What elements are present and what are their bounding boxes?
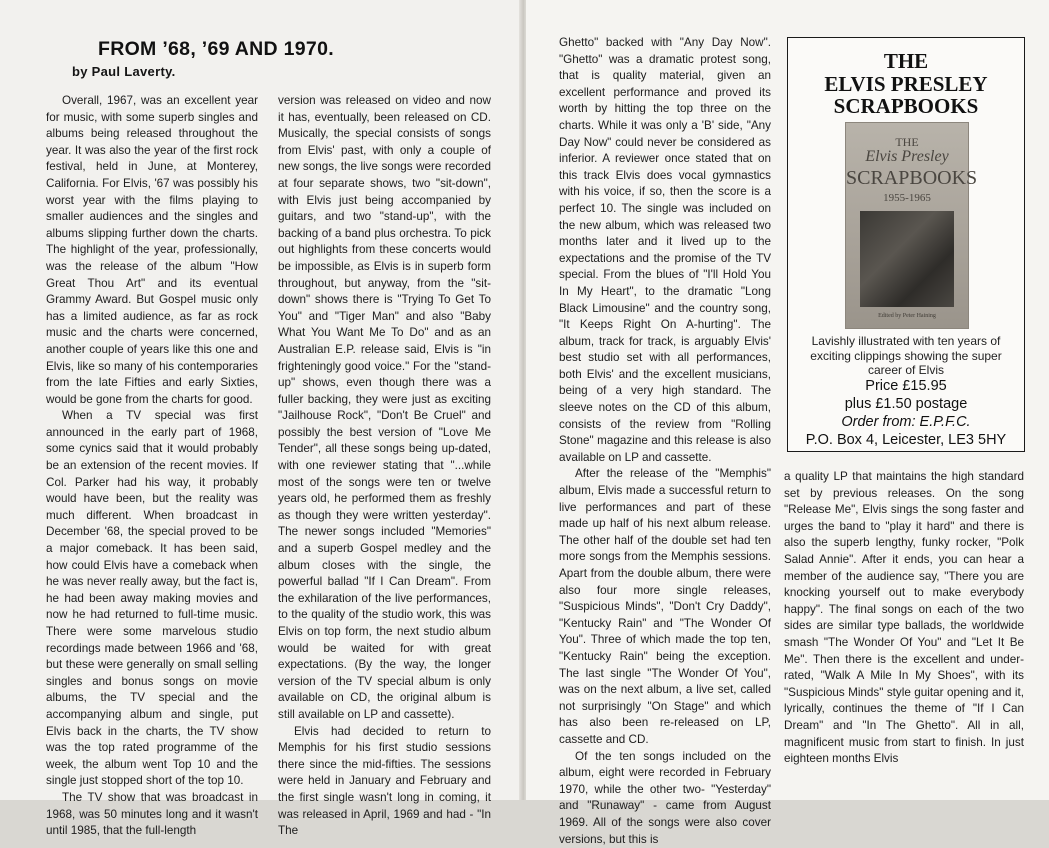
cover-text: THE (895, 135, 919, 149)
paragraph: Elvis had decided to return to Memphis for his first studio sessions there since the mid-fifties. The sessions were held in January and February and the first single wasn't long in coming, it was released in April, 1969 and had - "In The (278, 724, 491, 838)
article-column-2 (278, 93, 491, 840)
paragraph: Of the ten songs included on the album, eight were recorded in February 1970, while the other two- "Yesterday" and "Runaway" - came from August 1969. All of the songs were also cover versions, but this is (559, 749, 771, 846)
advert-price: Price £15.95 (865, 378, 947, 394)
advert-title-line: THE (883, 49, 929, 73)
cover-photo (860, 211, 954, 307)
article-byline: by Paul Laverty. (72, 64, 176, 79)
advert-description: Lavishly illustrated with ten years of exciting clippings showing the super career of Elvis (810, 334, 1002, 377)
paragraph: Overall, 1967, was an excellent year for music, with some superb singles and albums being released throughout the year. It was also the year of the first rock festival, held in June, at Monterey, California. For Elvis, '67 was possibly his worst year with the films playing to smaller audiences and the singles and albums slipping further down the charts. The highlight of the year, professionally, was the release of the album "How Great Thou Art" and its eventual Grammy Award. But Gospel music only has a limited audience, as far as rock music and the charts were concerned, another couple of years like this one and Elvis, like so many of his contemporaries from the late Fifties and early Sixties, would be gone from the charts for good. (46, 94, 258, 406)
article-column-1 (46, 93, 258, 840)
paragraph: After the release of the "Memphis" album, Elvis made a successful return to live performances and part of these made up half of his next album release. The other half of the double set had ten more songs from the Memphis sessions. Apart from the double album, there were also four more single releases, "Suspicious Minds", "Don't Cry Daddy", "Kentucky Rain" and "The Wonder Of You". Three of which made the top ten, "Kentucky Rain" being the exception. The last single "The Wonder Of You", was on the next album, a live set, called not surprisingly "On Stage" and which has also been re-released on LP, cassette and CD. (559, 467, 771, 746)
advert-address: P.O. Box 4, Leicester, LE3 5HY (805, 432, 1007, 448)
article-column-4 (784, 469, 1024, 768)
cover-text: 1955-1965 (883, 192, 931, 204)
article-title: FROM ’68, ’69 AND 1970. (98, 38, 334, 60)
advert-title-line: SCRAPBOOKS (833, 94, 979, 118)
book-cover-image (845, 122, 978, 329)
paragraph: Ghetto" backed with "Any Day Now". "Ghetto" was a dramatic protest song, that is quality material, given an excellent performance and proved its worth by hitting the top three on the charts. While it was only a 'B' side, "Any Day Now" could never be considered as inferior. A reviewer once stated that on this track Elvis does vocal gymnastics with his voice, if so, then the score is a perfect 10. The single was included on the new album, which was released two months later and it lived up to the expectations and the promise of the TV special. From the blues of "I'll Hold You In My Heart", to the dramatic "Long Black Limousine" and the country song, "It Keeps Right On A-hurting". The album, track for track, is arguably Elvis' best studio set with all performances, both Elvis' and the excellent musicians, being of a very high standard. The sleeve notes on the CD of this album, consists of the review from "Rolling Stone" magazine and this release is also available on LP and cassette. (559, 36, 771, 464)
paragraph: a quality LP that maintains the high standard set by previous releases. On the song "Release Me", Elvis sings the song faster and urges the band to "play it hard" and there is also the superb lengthy, funky rocker, "Polk Salad Annie". After it ends, you can hear a member of the audience say, "There you are knocking yourself out to make everybody happy". The final songs on each of the two sides are similar type ballads, the worldwide smash "The Wonder Of You" and "Let It Be Me". Then there is the excellent and under-rated, "Walk A Mile In My Shoes", with its "Suspicious Minds" style guitar opening and it, lyrically, continues the theme of "If I Can Dream" and "In The Ghetto". All in all, magnificent music from start to finish. In just eighteen months Elvis (784, 470, 1024, 766)
advert-order-from: Order from: E.P.F.C. (841, 414, 971, 430)
paragraph: When a TV special was first announced in the early part of 1968, some cynics said that it would probably be an extension of the recent movies. If Col. Parker had his way, it probably would have been, but the reality was much different. When broadcast in December '68, the special proved to be a major comeback. It has been said, how could Elvis have a comeback when he was never really away, but the fact is, he had been away making movies and now he had returned to full-time music. There were some marvelous studio recordings made between 1966 and '68, but these were generally on small selling singles and bonus songs on movie albums, the TV special and the accompanying album and single, put Elvis back in the charts, the TV show was the top rated programme of the week, the album went Top 10 and the single just stopped short of the top 10. (46, 409, 258, 788)
left-page (0, 0, 522, 838)
paragraph: The TV show that was broadcast in 1968, was 50 minutes long and it wasn't until 1985, that the full-length (46, 790, 258, 838)
paragraph: version was released on video and now it has, eventually, been released on CD. Musically, the special consists of songs from Elvis' past, with only a couple of new songs, the live songs were recorded at four separate shows, two "sit-down", with Elvis just being accompanied by guitars, and two "stand-up", with the backing of a band plus orchestra. To pick out highlights from these concerts would be impossible, as Elvis is in superb form throughout, but anyway, from the "sit-down" shows there is "Trying To Get To You" and "Tiger Man" and also "Baby What You Want Me To Do" and as an Australian E.P. release said, Elvis is "in frighteningly good voice." For the "stand-up" shows, even though there was a fuller backing, they were just as exciting "Jailhouse Rock", "Don't Be Cruel" and possibly the best version of "Love Me Tender", all these songs being up-dated, with one reviewer stating that "...while most of the songs were ten or twelve years old, he performed them as freshly as though they were written yesterday". The newer songs included "Memories" and a superb Gospel medley and the album closes with the single, the powerful ballad "If I Can Dream". From the exhilaration of the live performances, to the quality of the studio work, this was Elvis on top form, the next studio album would be waited for with great expectations. (By the way, the longer version of the TV special album is only available on CD, the original album is still available on LP and cassette). (278, 94, 491, 721)
cover-editor-credit: Edited by Peter Haining (878, 313, 936, 319)
right-page (526, 0, 1049, 846)
article-column-3 (559, 35, 771, 848)
book-advert (787, 37, 1025, 452)
advert-postage: plus £1.50 postage (844, 396, 968, 412)
advert-title-line: ELVIS PRESLEY (824, 72, 988, 96)
cover-text: SCRAPBOOKS (846, 167, 978, 189)
cover-text: Elvis Presley (865, 148, 949, 165)
